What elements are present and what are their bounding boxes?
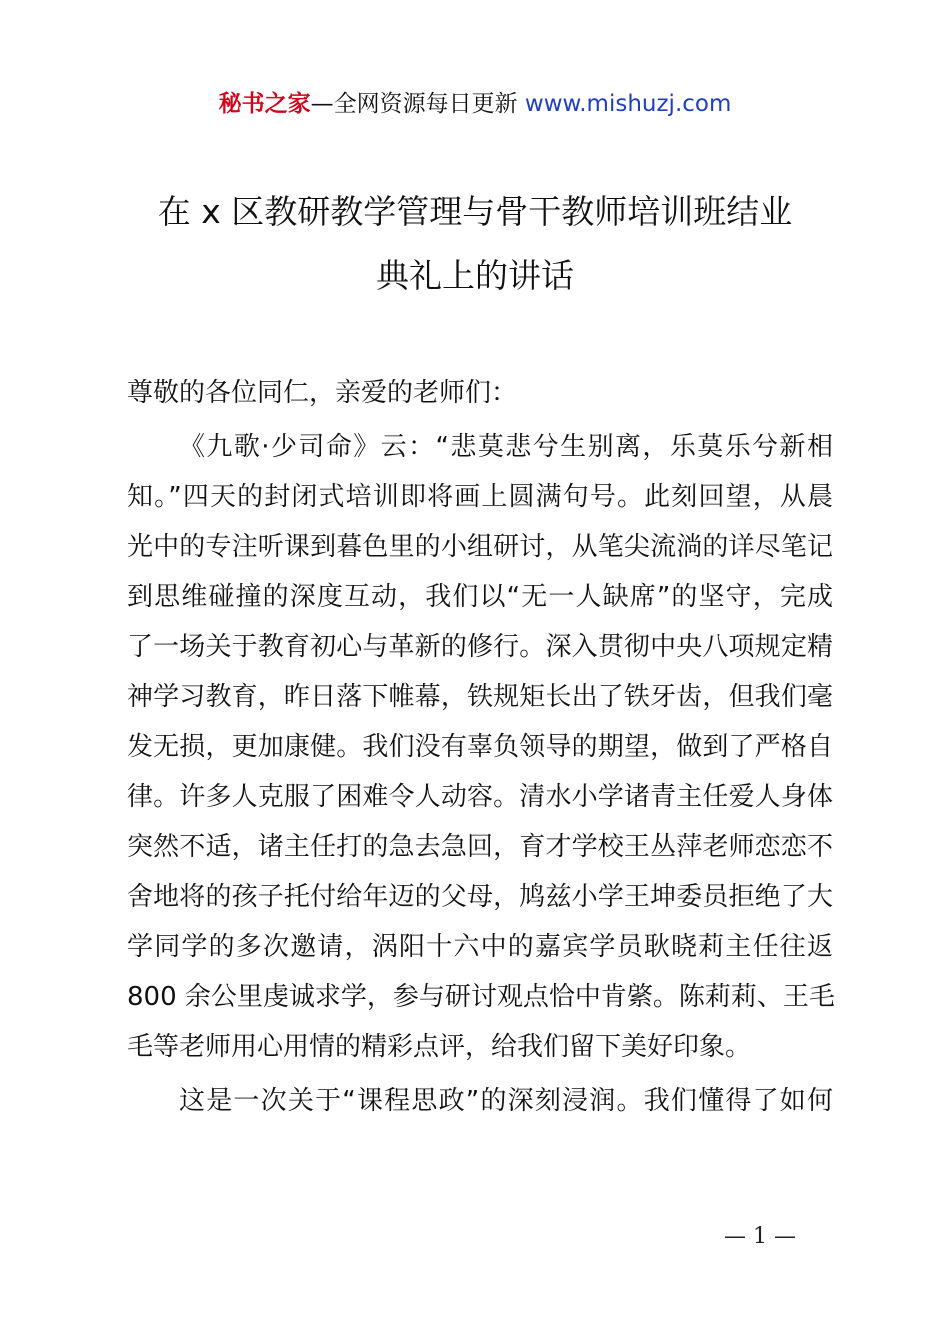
paragraph-2 (127, 1076, 833, 1126)
document-body (127, 368, 833, 1130)
paragraph-line: 律。许多人克服了困难令人动容。清水小学诸青主任爱人身体 (127, 782, 833, 812)
title-line-1: 在 x 区教研教学管理与骨干教师培训班结业 (157, 192, 793, 231)
paragraph-line: 舍地将的孩子托付给年迈的父母，鸠兹小学王坤委员拒绝了大 (127, 882, 833, 912)
paragraph-line: 了一场关于教育初心与革新的修行。深入贯彻中央八项规定精 (127, 632, 833, 662)
page-number: — 1 — (724, 1224, 796, 1249)
document-title (130, 180, 820, 308)
paragraph-1 (127, 422, 833, 1072)
page-header (0, 86, 950, 122)
header-slogan: 全网资源每日更新 (333, 91, 525, 117)
header-separator: — (310, 91, 334, 117)
paragraph-line: 神学习教育，昨日落下帷幕，铁规矩长出了铁牙齿，但我们毫 (127, 682, 833, 712)
title-line-2: 典礼上的讲话 (376, 256, 574, 295)
paragraph-line: 《九歌·少司命》云：“悲莫悲兮生别离，乐莫乐兮新相 (179, 432, 833, 462)
brand-name: 秘书之家 (218, 91, 311, 117)
paragraph-line: 毛等老师用心用情的精彩点评，给我们留下美好印象。 (127, 1032, 752, 1062)
paragraph-line: 这是一次关于“课程思政”的深刻浸润。我们懂得了如何 (179, 1086, 833, 1116)
paragraph-line: 发无损，更加康健。我们没有辜负领导的期望，做到了严格自 (127, 732, 833, 762)
greeting: 尊敬的各位同仁，亲爱的老师们： (127, 378, 518, 408)
paragraph-line: 知。”四天的封闭式培训即将画上圆满句号。此刻回望，从晨 (127, 482, 833, 512)
paragraph-line: 到思维碰撞的深度互动，我们以“无一人缺席”的坚守，完成 (127, 582, 833, 612)
header-url-link[interactable]: www.mishuzj.com (524, 91, 732, 117)
paragraph-line: 学同学的多次邀请，涡阳十六中的嘉宾学员耿晓莉主任往返 (127, 932, 833, 962)
paragraph-line: 突然不适，诸主任打的急去急回，育才学校王丛萍老师恋恋不 (127, 832, 833, 862)
paragraph-line: 800 余公里虔诚求学，参与研讨观点恰中肯綮。陈莉莉、王毛 (127, 982, 835, 1012)
paragraph-line: 光中的专注听课到暮色里的小组研讨，从笔尖流淌的详尽笔记 (127, 532, 833, 562)
